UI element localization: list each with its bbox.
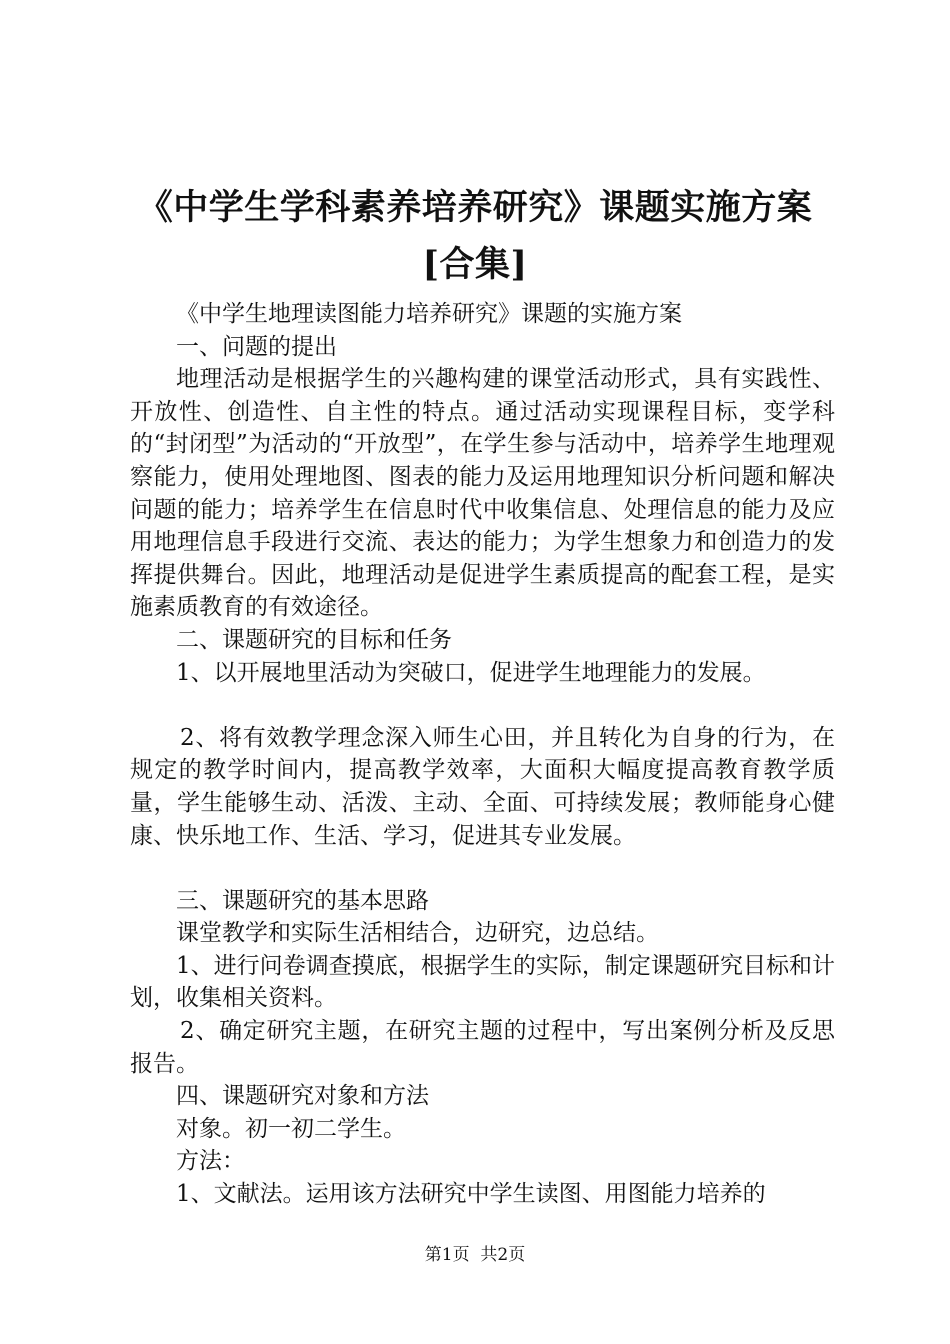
list-item: 1、以开展地里活动为突破口，促进学生地理能力的发展。 (176, 659, 766, 686)
section-heading-1: 一、问题的提出 (176, 333, 337, 360)
subtitle-paragraph: 《中学生地理读图能力培养研究》课题的实施方案 (176, 301, 682, 327)
document-title: 《中学生学科素养培养研究》课题实施方案 (137, 187, 813, 228)
section-heading-2: 二、课题研究的目标和任务 (176, 626, 452, 653)
list-item: 1、进行问卷调查摸底，根据学生的实际，制定课题研究目标和计划，收集相关资料。 (130, 952, 835, 1012)
document-title-suffix: [合集] (422, 244, 528, 285)
body-paragraph: 地理活动是根据学生的兴趣构建的课堂活动形式，具有实践性、开放性、创造性、自主性的特点。通过活动实现课程目标，变学科的“封闭型”为活动的“开放型”，在学生参与活动中，培养学生地理观察能力，使用处理地图、图表的能力及运用地理知识分析问题和解决问题的能力；培养学生在信息时代中收集信息、处理信息的能力及应用地理信息手段进行交流、表达的能力；为学生想象力和创造力的发挥提供舞台。因此，地理活动是促进学生素质提高的配套工程，是实施素质教育的有效途径。 (130, 366, 835, 621)
list-item: 2、确定研究主题，在研究主题的过程中，写出案例分析及反思报告。 (130, 1018, 835, 1077)
section-heading-3: 三、课题研究的基本思路 (176, 887, 429, 914)
document-body (130, 298, 835, 1211)
body-paragraph: 课堂教学和实际生活相结合，边研究，边总结。 (176, 920, 659, 947)
body-paragraph: 方法： (176, 1148, 245, 1175)
page-footer: 第1页 共2页 (424, 1245, 526, 1265)
list-item: 1、文献法。运用该方法研究中学生读图、用图能力培养的 (176, 1181, 766, 1208)
section-heading-4: 四、课题研究对象和方法 (176, 1083, 429, 1110)
list-item: 2、将有效教学理念深入师生心田，并且转化为自身的行为，在规定的教学时间内，提高教学效率，大面积大幅度提高教育教学质量，学生能够生动、活泼、主动、全面、可持续发展；教师能身心健康、快乐地工作、生活、学习，促进其专业发展。 (130, 724, 835, 849)
body-paragraph: 对象。初一初二学生。 (176, 1115, 406, 1142)
